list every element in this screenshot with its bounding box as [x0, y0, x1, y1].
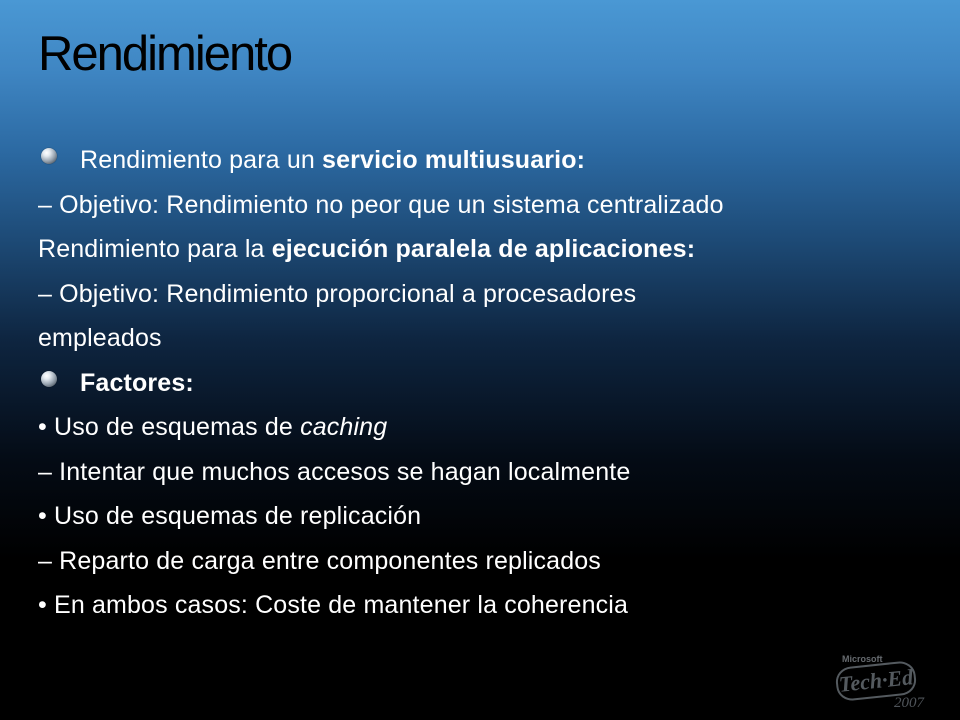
line-text: empleados — [38, 324, 162, 352]
line-italic-text: caching — [300, 413, 388, 441]
logo-brand: Microsoft — [842, 654, 883, 664]
line-objective-proportional-cont — [38, 316, 938, 361]
line-local-access — [38, 450, 938, 495]
slide-body — [38, 138, 938, 628]
line-text: – Objetivo: Rendimiento no peor que un sistema centralizado — [38, 190, 724, 219]
line-parallel-execution — [38, 227, 938, 272]
logo-name: Tech·Ed — [834, 660, 917, 702]
slide-title: Rendimiento — [38, 27, 292, 81]
line-replication — [38, 494, 938, 539]
line-caching — [38, 405, 938, 450]
logo-year: 2007 — [894, 695, 924, 711]
line-text: • En ambos casos: Coste de mantener la coherencia — [38, 591, 629, 619]
line-load-balancing — [38, 539, 938, 584]
line-text: Rendimiento para la — [38, 235, 272, 263]
line-text: Rendimiento para un — [80, 146, 323, 174]
line-bold-text: ejecución paralela de aplicaciones: — [271, 235, 696, 263]
line-objective-centralized — [38, 183, 938, 228]
line-text: • Uso de esquemas de replicación — [38, 502, 422, 530]
line-bold-text: servicio multiusuario: — [322, 146, 586, 174]
bullet-line-factors — [38, 361, 938, 406]
bullet-orb-icon — [41, 371, 57, 387]
line-text: – Reparto de carga entre componentes replicados — [38, 546, 601, 575]
bullet-orb-icon — [41, 148, 57, 164]
line-text: • Uso de esquemas de — [38, 413, 301, 441]
bullet-line-multiuser — [38, 138, 938, 183]
line-objective-proportional — [38, 272, 938, 317]
line-text: – Objetivo: Rendimiento proporcional a procesadores — [38, 279, 637, 308]
line-bold-text: Factores: — [80, 368, 194, 397]
line-text: – Intentar que muchos accesos se hagan localmente — [38, 457, 631, 486]
line-coherence-cost — [38, 583, 938, 628]
teched-logo — [832, 654, 932, 712]
